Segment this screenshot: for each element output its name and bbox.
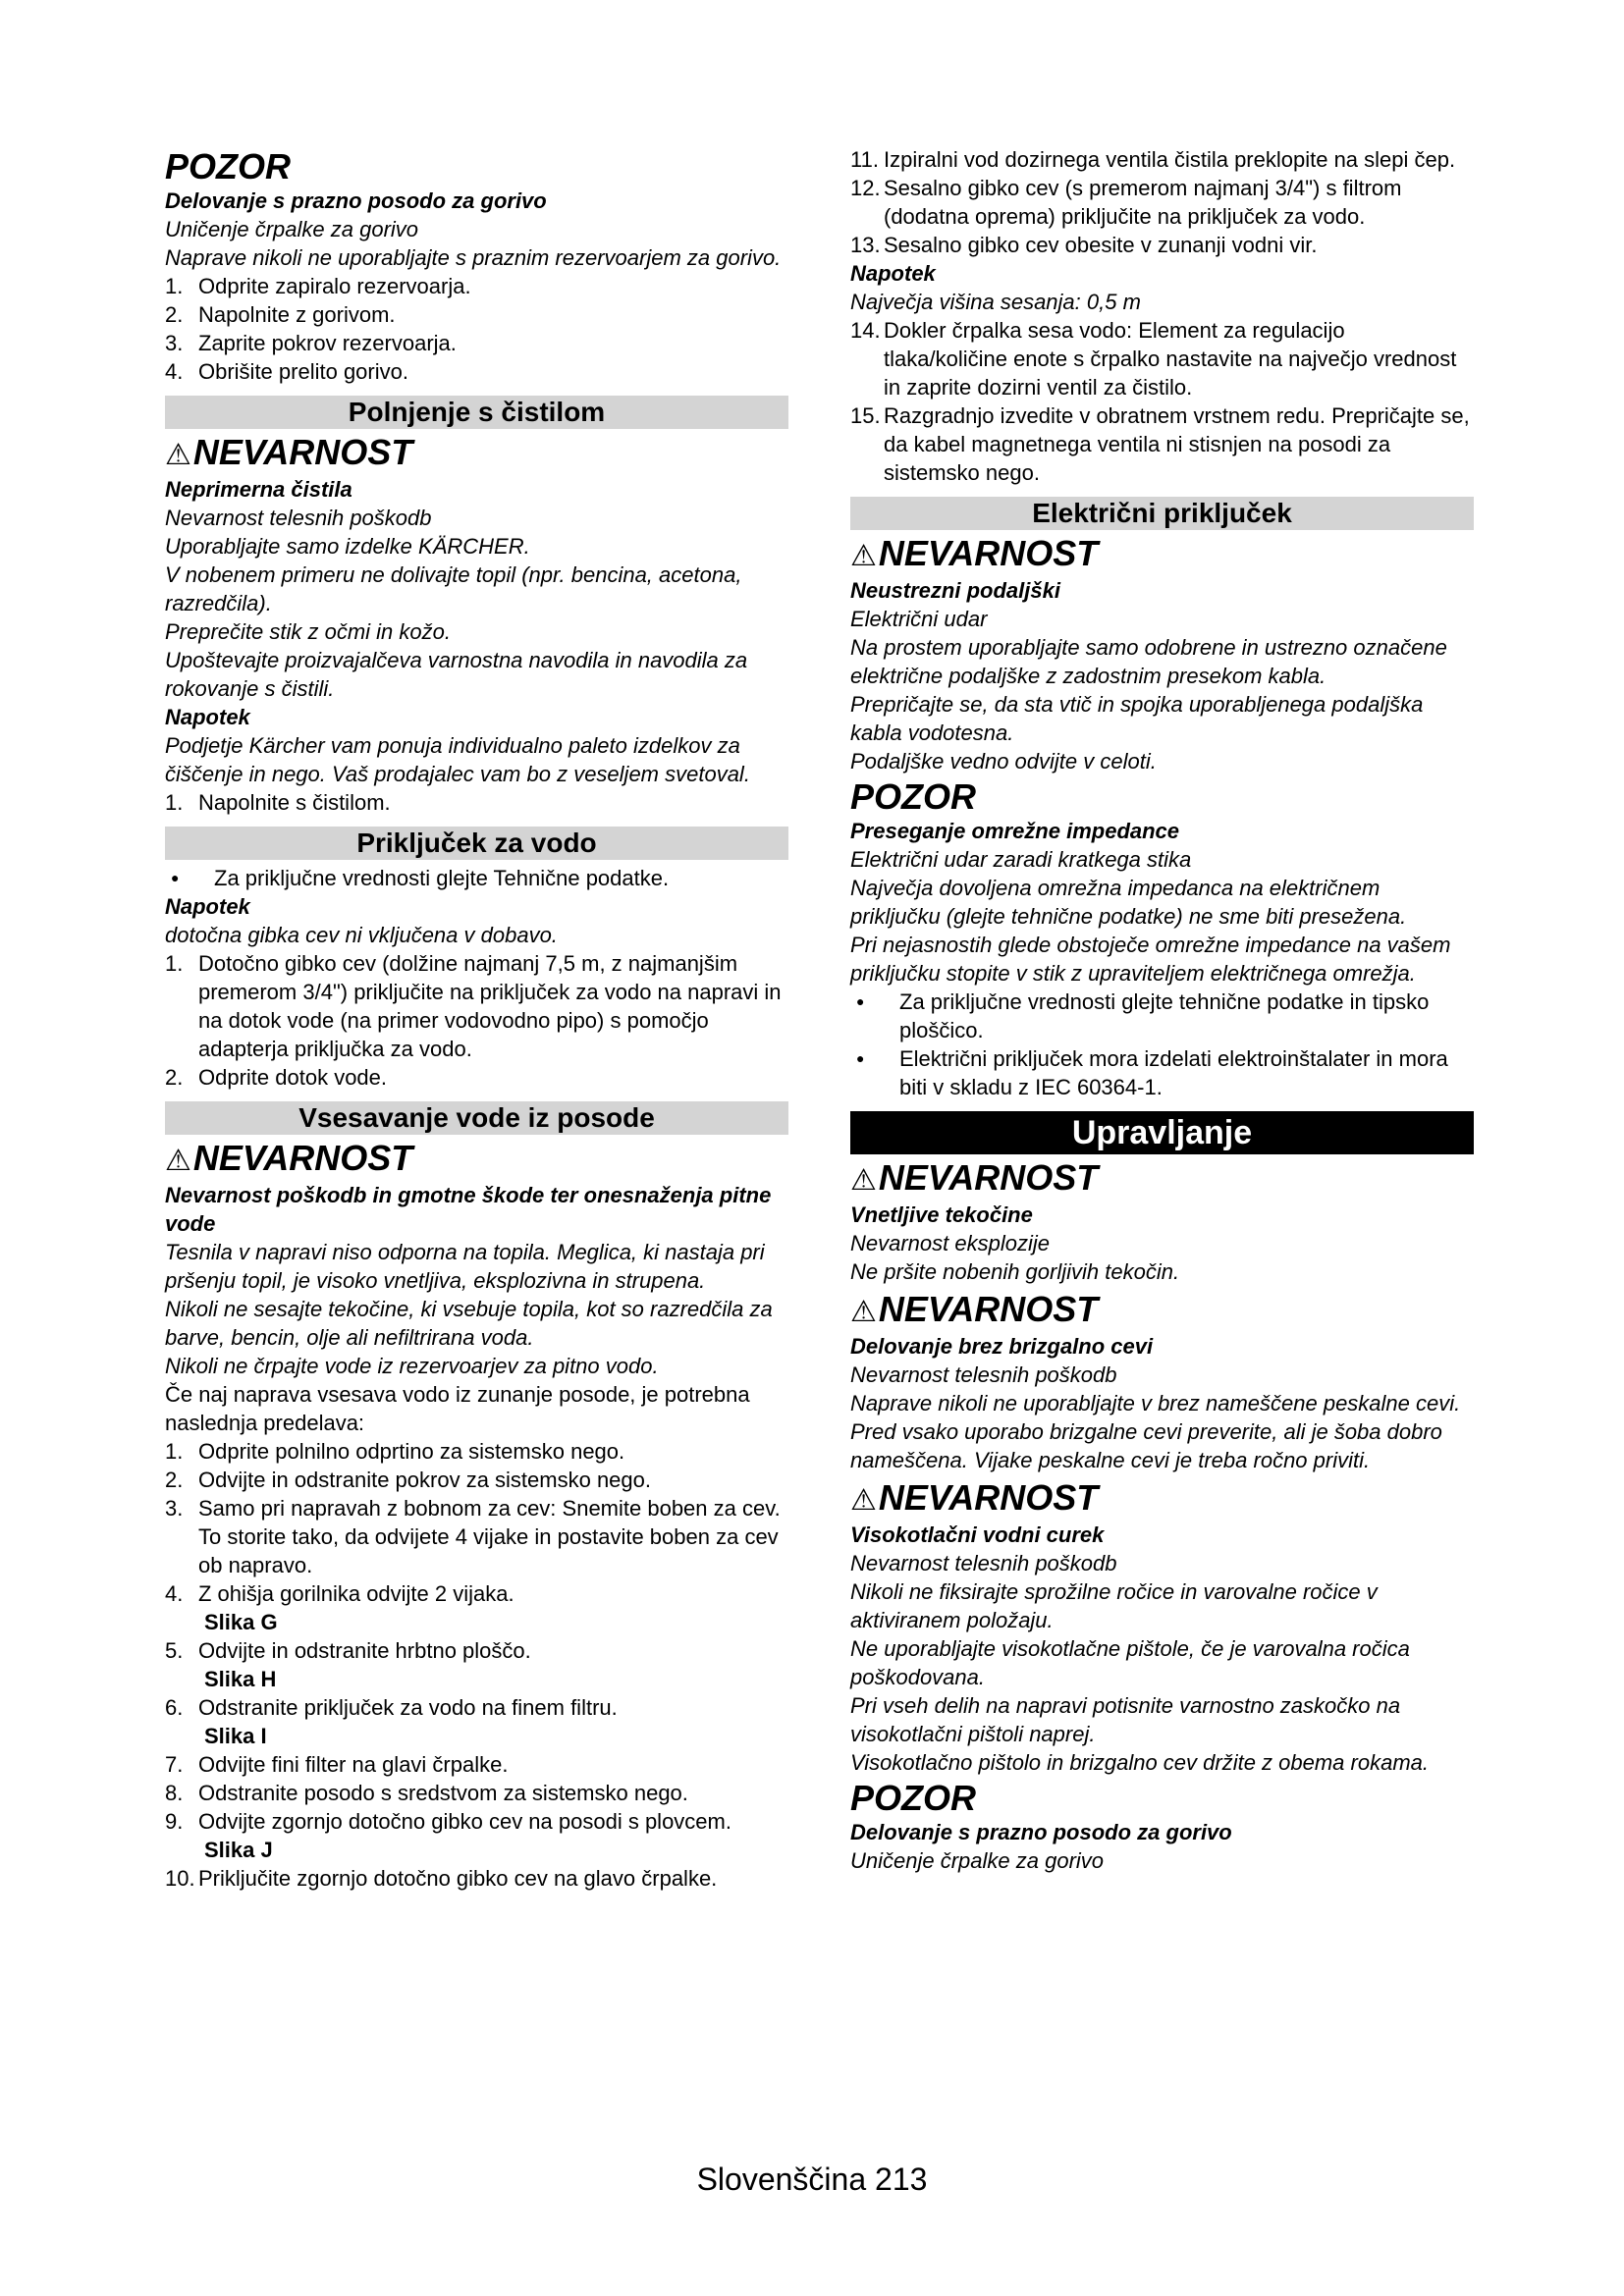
bullet-dot-icon: ●	[856, 1050, 865, 1066]
step-number: 11.	[850, 147, 879, 172]
step-text: Odvijte zgornjo dotočno gibko cev na posodi s plovcem.	[198, 1809, 731, 1834]
step-number: 15.	[850, 403, 881, 428]
numbered-step	[850, 145, 1474, 174]
step-text: Samo pri napravah z bobnom za cev: Snemite boben za cev. To storite tako, da odvijete 4 vijake in postavite boben za cev ob napravo.	[198, 1496, 781, 1577]
italic-paragraph: Ne uporabljajte visokotlačne pištole, če je varovalna ročica poškodovana.	[850, 1636, 1410, 1689]
step-text: Odprite zapiralo rezervoarja.	[198, 274, 471, 298]
bold-italic-line: Napotek	[165, 894, 250, 919]
numbered-step	[850, 174, 1474, 231]
chapter-heading: Upravljanje	[850, 1111, 1474, 1154]
step-number: 1.	[165, 790, 184, 815]
step-text: Zaprite pokrov rezervoarja.	[198, 331, 457, 355]
italic-paragraph: Nikoli ne fiksirajte sprožilne ročice in varovalne ročice v aktiviranem položaju.	[850, 1579, 1378, 1632]
numbered-step	[850, 401, 1474, 487]
step-number: 14.	[850, 318, 881, 343]
italic-paragraph: Uničenje črpalke za gorivo	[165, 217, 419, 241]
bold-italic-line: Neprimerna čistila	[165, 477, 352, 502]
step-number: 1.	[165, 274, 184, 298]
step-text: Odvijte fini filter na glavi črpalke.	[198, 1752, 509, 1777]
italic-paragraph: Pred vsako uporabo brizgalne cevi preverite, ali je šoba dobro nameščena. Vijake peskalne cevi je treba ročno priviti.	[850, 1419, 1442, 1472]
bullet-dot-icon: ●	[171, 870, 180, 885]
italic-paragraph: Podaljške vedno odvijte v celoti.	[850, 749, 1157, 774]
numbered-step	[850, 231, 1474, 259]
step-text: Odvijte in odstranite hrbtno ploščo.	[198, 1638, 531, 1663]
italic-paragraph: V nobenem primeru ne dolivajte topil (npr. bencina, acetona, razredčila).	[165, 562, 742, 615]
numbered-step	[850, 316, 1474, 401]
bold-italic-line: Delovanje s prazno posodo za gorivo	[850, 1820, 1232, 1844]
paragraph: Če naj naprava vsesava vodo iz zunanje posode, je potrebna naslednja predelava:	[165, 1382, 750, 1435]
step-text: Odprite dotok vode.	[198, 1065, 388, 1090]
italic-paragraph: Na prostem uporabljajte samo odobrene in ustrezno označene električne podaljške z zadostnim presekom kabla.	[850, 635, 1447, 688]
italic-paragraph: Nevarnost telesnih poškodb	[850, 1362, 1117, 1387]
numbered-step	[165, 1779, 788, 1807]
figure-reference: Slika G	[204, 1610, 278, 1634]
section-heading: Polnjenje s čistilom	[165, 396, 788, 429]
step-number: 7.	[165, 1752, 184, 1777]
italic-paragraph: Električni udar	[850, 607, 988, 631]
italic-paragraph: Največja višina sesanja: 0,5 m	[850, 290, 1141, 314]
right-column	[850, 145, 1474, 1875]
numbered-step	[165, 1807, 788, 1836]
numbered-step	[165, 1466, 788, 1494]
warning-triangle-icon: ⚠	[850, 1164, 877, 1197]
step-number: 12.	[850, 176, 881, 200]
numbered-step	[165, 1579, 788, 1608]
step-number: 9.	[165, 1809, 184, 1834]
bullet-item	[165, 864, 788, 892]
italic-paragraph: Podjetje Kärcher vam ponuja individualno paleto izdelkov za čiščenje in nego. Vaš prodajalec vam bo z veseljem svetoval.	[165, 733, 750, 786]
italic-paragraph: Nikoli ne črpajte vode iz rezervoarjev za pitno vodo.	[165, 1354, 659, 1378]
bold-italic-line: Preseganje omrežne impedance	[850, 819, 1180, 843]
caution-heading: POZOR	[850, 1778, 977, 1818]
warning-triangle-icon: ⚠	[850, 1296, 877, 1328]
danger-heading	[850, 534, 1474, 576]
italic-paragraph: Električni udar zaradi kratkega stika	[850, 847, 1192, 872]
italic-paragraph: dotočna gibka cev ni vključena v dobavo.	[165, 923, 558, 947]
bold-italic-line: Delovanje brez brizgalno cevi	[850, 1334, 1154, 1359]
step-number: 2.	[165, 1065, 184, 1090]
italic-paragraph: Tesnila v napravi niso odporna na topila. Meglica, ki nastaja pri pršenju topil, je visoko vnetljiva, eksplozivna in strupena.	[165, 1240, 765, 1293]
step-text: Odstranite priključek za vodo na finem filtru.	[198, 1695, 618, 1720]
numbered-step	[165, 1636, 788, 1665]
numbered-step	[165, 329, 788, 357]
step-number: 13.	[850, 233, 881, 257]
italic-paragraph: Nevarnost eksplozije	[850, 1231, 1050, 1255]
numbered-step	[165, 1063, 788, 1092]
bold-italic-line: Napotek	[850, 261, 936, 286]
step-number: 4.	[165, 359, 184, 384]
italic-paragraph: Nevarnost telesnih poškodb	[165, 506, 432, 530]
step-text: Dokler črpalka sesa vodo: Element za regulacijo tlaka/količine enote s črpalko nastavite na največjo vrednost in zaprite dozirni ventil za čistilo.	[884, 318, 1457, 400]
footer-page-number: 213	[875, 2162, 928, 2197]
step-text: Z ohišja gorilnika odvijte 2 vijaka.	[198, 1581, 514, 1606]
bullet-item	[850, 1044, 1474, 1101]
section-heading: Električni priključek	[850, 497, 1474, 530]
figure-reference: Slika J	[204, 1838, 273, 1862]
danger-label: NEVARNOST	[192, 1138, 413, 1178]
danger-label: NEVARNOST	[192, 432, 413, 472]
bold-italic-line: Delovanje s prazno posodo za gorivo	[165, 188, 547, 213]
step-text: Napolnite s čistilom.	[198, 790, 391, 815]
section-heading: Vsesavanje vode iz posode	[165, 1101, 788, 1135]
danger-heading	[165, 1139, 788, 1181]
warning-triangle-icon: ⚠	[850, 1484, 877, 1517]
bold-italic-line: Vnetljive tekočine	[850, 1202, 1033, 1227]
step-number: 1.	[165, 1439, 184, 1464]
numbered-step	[165, 788, 788, 817]
section-heading: Priključek za vodo	[165, 827, 788, 860]
step-number: 2.	[165, 1468, 184, 1492]
figure-reference: Slika H	[204, 1667, 277, 1691]
italic-paragraph: Naprave nikoli ne uporabljajte s praznim rezervoarjem za gorivo.	[165, 245, 782, 270]
danger-heading	[165, 433, 788, 475]
bold-italic-line: Visokotlačni vodni curek	[850, 1522, 1105, 1547]
page-footer	[0, 2160, 1624, 2199]
bold-italic-line: Neustrezni podaljški	[850, 578, 1060, 603]
danger-label: NEVARNOST	[878, 533, 1099, 573]
italic-paragraph: Preprečite stik z očmi in kožo.	[165, 619, 451, 644]
step-text: Dotočno gibko cev (dolžine najmanj 7,5 m, z najmanjšim premerom 3/4") priključite na priključek za vodo na napravi in na dotok vode (na primer vodovodno pipo) s pomočjo adapterja priključka za vodo.	[198, 951, 782, 1061]
warning-triangle-icon: ⚠	[165, 439, 191, 471]
caution-heading: POZOR	[850, 776, 977, 817]
italic-paragraph: Uničenje črpalke za gorivo	[850, 1848, 1105, 1873]
numbered-step	[165, 357, 788, 386]
numbered-step	[165, 1693, 788, 1722]
bullet-text: Za priključne vrednosti glejte tehnične podatke in tipsko ploščico.	[899, 989, 1430, 1042]
bullet-text: Električni priključek mora izdelati elektroinštalater in mora biti v skladu z IEC 60364-1.	[899, 1046, 1448, 1099]
footer-language: Slovenščina	[696, 2162, 867, 2197]
italic-paragraph: Naprave nikoli ne uporabljajte v brez nameščene peskalne cevi.	[850, 1391, 1461, 1415]
italic-paragraph: Upoštevajte proizvajalčeva varnostna navodila in navodila za rokovanje s čistili.	[165, 648, 748, 701]
step-number: 3.	[165, 1496, 184, 1521]
step-text: Odprite polnilno odprtino za sistemsko nego.	[198, 1439, 625, 1464]
italic-paragraph: Pri vseh delih na napravi potisnite varnostno zaskočko na visokotlačni pištoli naprej.	[850, 1693, 1401, 1746]
bullet-item	[850, 988, 1474, 1044]
step-number: 2.	[165, 302, 184, 327]
italic-paragraph: Največja dovoljena omrežna impedanca na električnem priključku (glejte tehnične podatke) ne sme biti presežena.	[850, 876, 1407, 929]
numbered-step	[165, 300, 788, 329]
step-text: Sesalno gibko cev obesite v zunanji vodni vir.	[884, 233, 1318, 257]
danger-label: NEVARNOST	[878, 1157, 1099, 1198]
danger-heading	[850, 1478, 1474, 1521]
step-number: 5.	[165, 1638, 184, 1663]
bold-italic-line: Nevarnost poškodb in gmotne škode ter onesnaženja pitne vode	[165, 1183, 772, 1236]
italic-paragraph: Prepričajte se, da sta vtič in spojka uporabljenega podaljška kabla vodotesna.	[850, 692, 1424, 745]
step-text: Sesalno gibko cev (s premerom najmanj 3/4") s filtrom (dodatna oprema) priključite na priključek za vodo.	[884, 176, 1402, 229]
step-number: 8.	[165, 1781, 184, 1805]
bullet-text: Za priključne vrednosti glejte Tehnične podatke.	[214, 866, 670, 890]
numbered-step	[165, 1494, 788, 1579]
italic-paragraph: Nikoli ne sesajte tekočine, ki vsebuje topila, kot so razredčila za barve, bencin, olje ali nefiltrirana voda.	[165, 1297, 773, 1350]
figure-reference: Slika I	[204, 1724, 267, 1748]
danger-label: NEVARNOST	[878, 1477, 1099, 1518]
bullet-dot-icon: ●	[856, 993, 865, 1009]
step-number: 1.	[165, 951, 184, 976]
danger-heading	[850, 1290, 1474, 1332]
step-text: Razgradnjo izvedite v obratnem vrstnem redu. Prepričajte se, da kabel magnetnega ventila ni stisnjen na posodi za sistemsko nego.	[884, 403, 1470, 485]
numbered-step	[165, 1864, 788, 1893]
bold-italic-line: Napotek	[165, 705, 250, 729]
step-text: Odvijte in odstranite pokrov za sistemsko nego.	[198, 1468, 652, 1492]
step-text: Napolnite z gorivom.	[198, 302, 396, 327]
step-text: Odstranite posodo s sredstvom za sistemsko nego.	[198, 1781, 688, 1805]
numbered-step	[165, 1437, 788, 1466]
danger-label: NEVARNOST	[878, 1289, 1099, 1329]
step-number: 10.	[165, 1866, 195, 1891]
left-column	[165, 145, 788, 1893]
numbered-step	[165, 272, 788, 300]
numbered-step	[165, 949, 788, 1063]
step-text: Izpiralni vod dozirnega ventila čistila preklopite na slepi čep.	[884, 147, 1456, 172]
step-text: Obrišite prelito gorivo.	[198, 359, 408, 384]
step-number: 4.	[165, 1581, 184, 1606]
step-number: 3.	[165, 331, 184, 355]
italic-paragraph: Pri nejasnostih glede obstoječe omrežne impedance na vašem priključku stopite v stik z upraviteljem električnega omrežja.	[850, 933, 1451, 986]
warning-triangle-icon: ⚠	[165, 1145, 191, 1177]
warning-triangle-icon: ⚠	[850, 540, 877, 572]
italic-paragraph: Uporabljajte samo izdelke KÄRCHER.	[165, 534, 530, 559]
italic-paragraph: Ne pršite nobenih gorljivih tekočin.	[850, 1259, 1180, 1284]
numbered-step	[165, 1750, 788, 1779]
italic-paragraph: Visokotlačno pištolo in brizgalno cev držite z obema rokama.	[850, 1750, 1430, 1775]
step-text: Priključite zgornjo dotočno gibko cev na glavo črpalke.	[198, 1866, 718, 1891]
italic-paragraph: Nevarnost telesnih poškodb	[850, 1551, 1117, 1575]
step-number: 6.	[165, 1695, 184, 1720]
caution-heading: POZOR	[165, 146, 292, 187]
danger-heading	[850, 1158, 1474, 1201]
